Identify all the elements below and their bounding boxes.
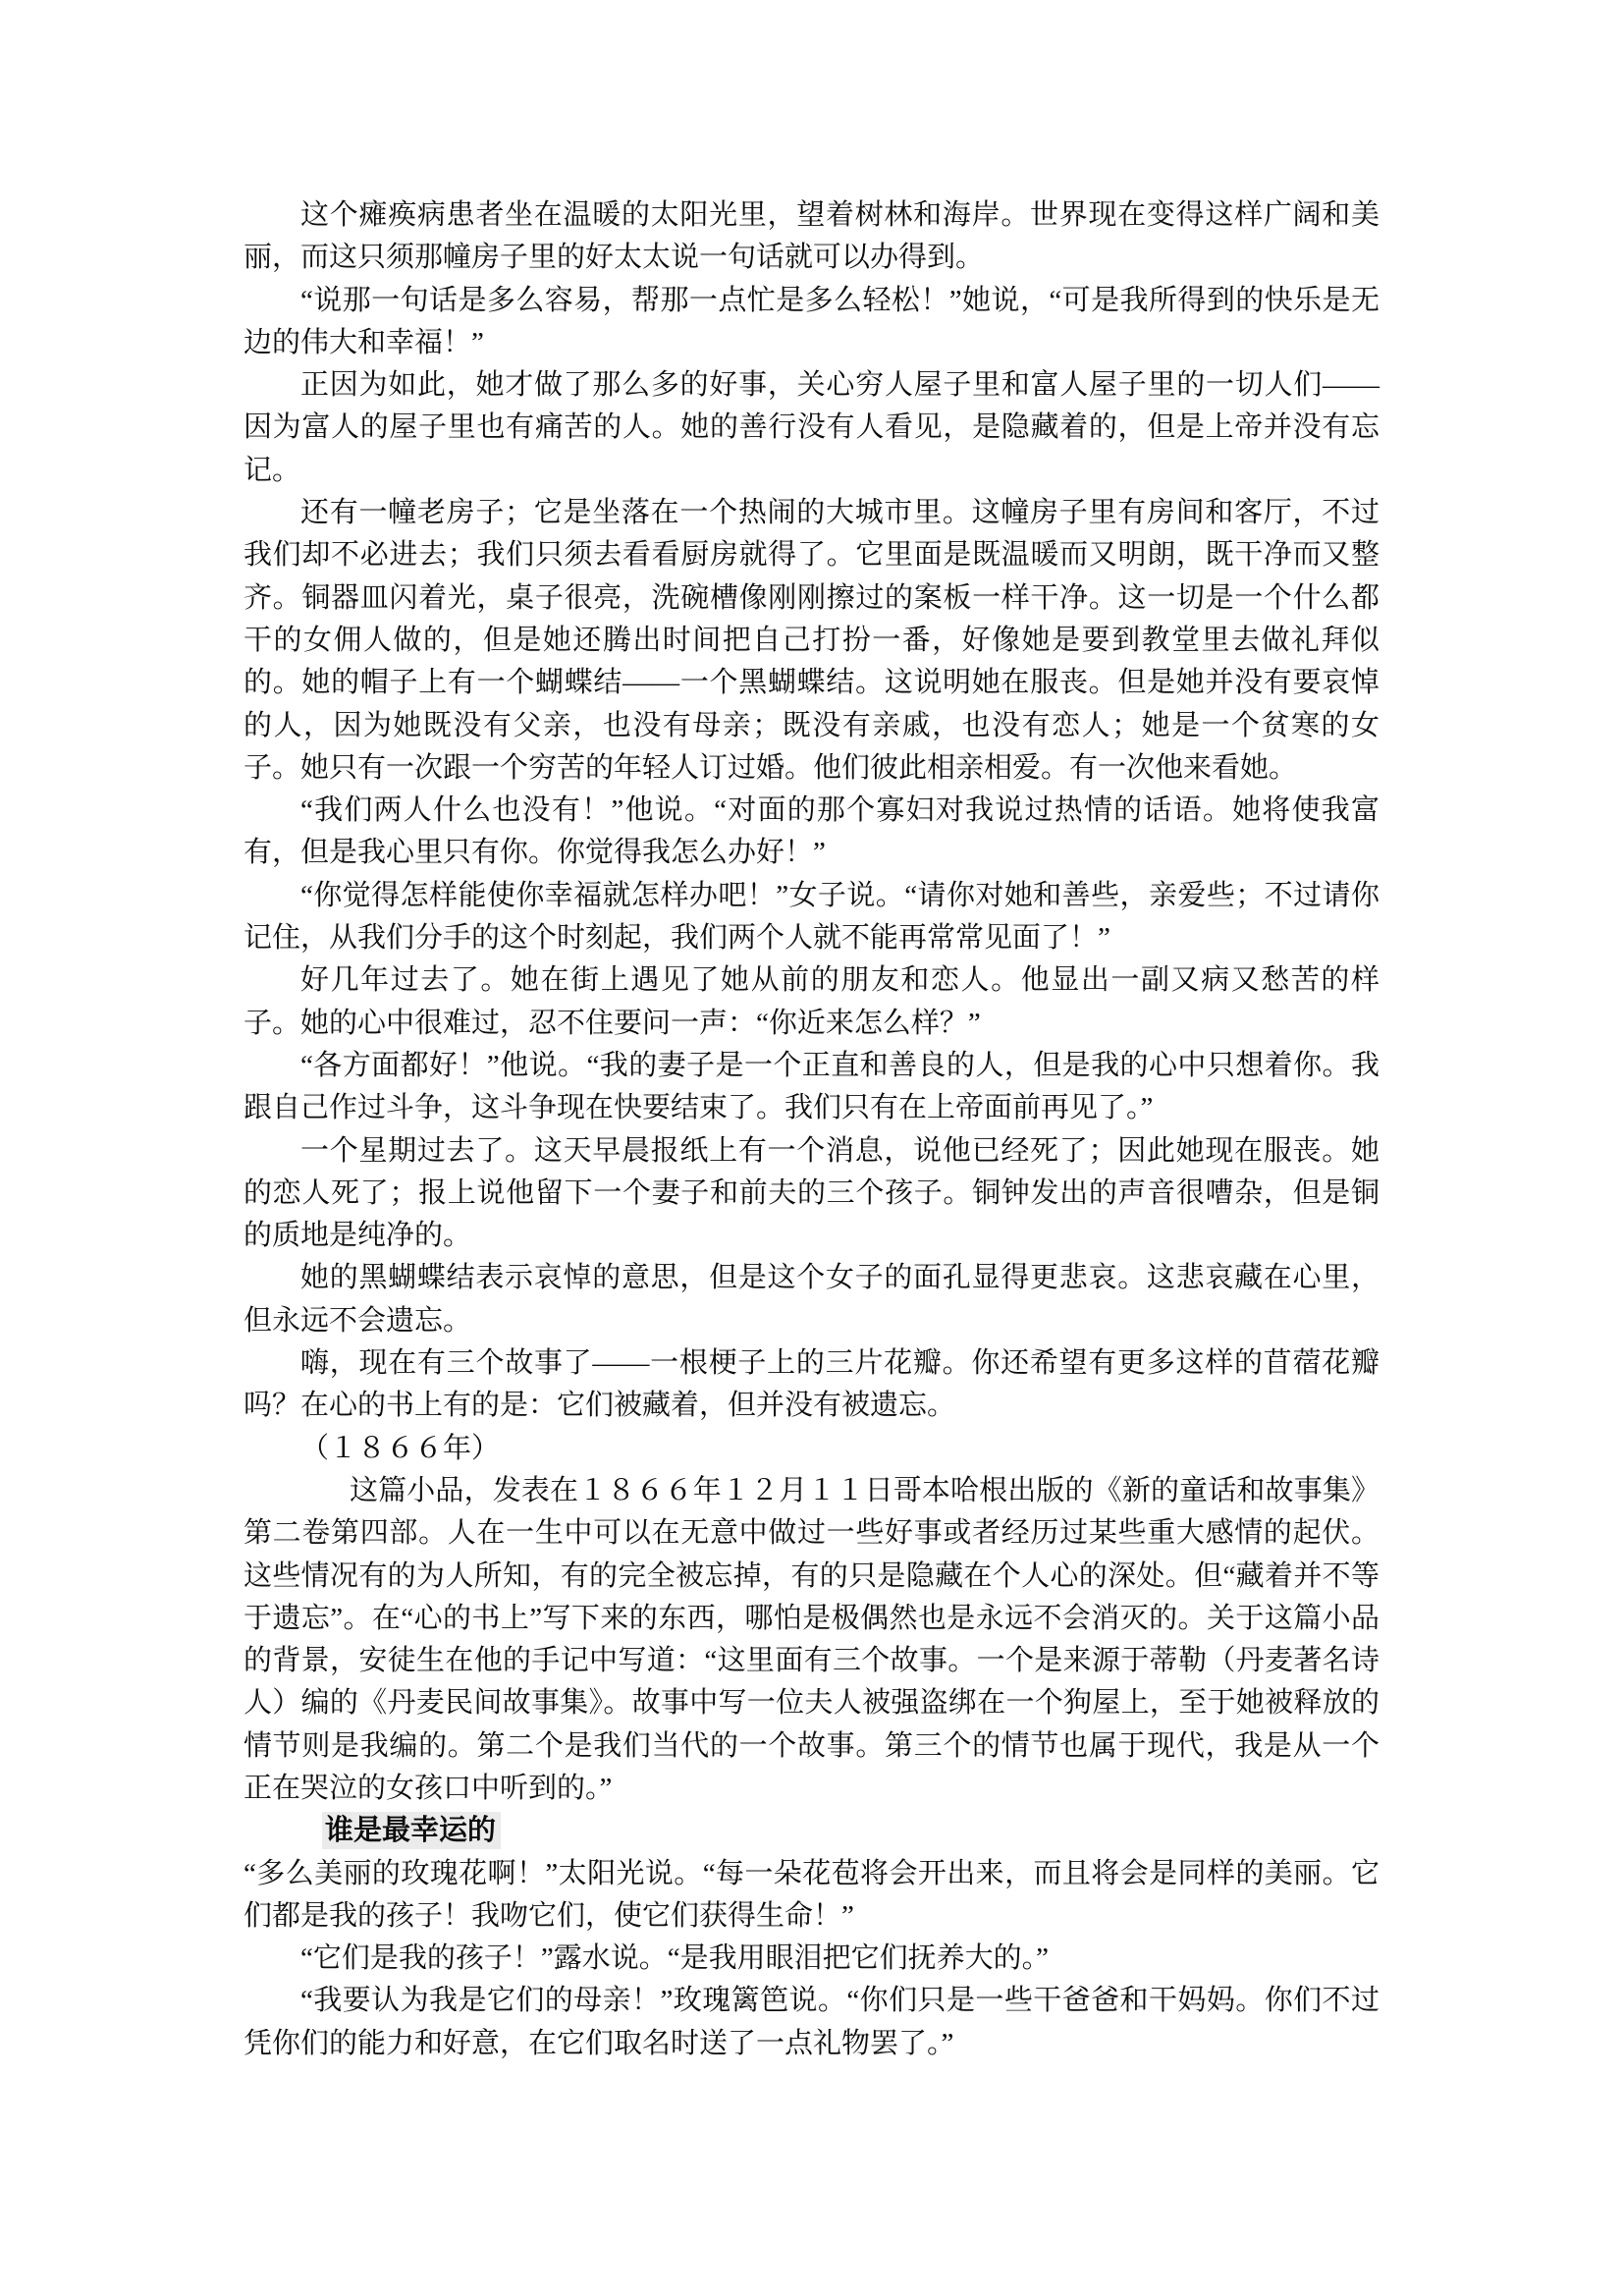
section-heading-text: 谁是最幸运的 — [322, 1812, 501, 1849]
paragraph: 还有一幢老房子；它是坐落在一个热闹的大城市里。这幢房子里有房间和客厅，不过我们却不必进去；我们只须去看看厨房就得了。它里面是既温暖而又明朗，既干净而又整齐。铜器皿闪着光，桌子很亮，洗碗槽像刚刚擦过的案板一样干净。这一切是一个什么都干的女佣人做的，但是她还腾出时间把自己打扮一番，好像她是要到教堂里去做礼拜似的。她的帽子上有一个蝴蝶结——一个黑蝴蝶结。这说明她在服丧。但是她并没有要哀悼的人，因为她既没有父亲，也没有母亲；既没有亲戚，也没有恋人；她是一个贫寒的女子。她只有一次跟一个穷苦的年轻人订过婚。他们彼此相亲相爱。有一次他来看她。 — [243, 497, 1380, 784]
paragraph: 嗨，现在有三个故事了——一根梗子上的三片花瓣。你还希望有更多这样的苜蓿花瓣吗？在心的书上有的是：它们被藏着，但并没有被遗忘。 — [243, 1347, 1380, 1422]
paragraph: 她的黑蝴蝶结表示哀悼的意思，但是这个女子的面孔显得更悲哀。这悲哀藏在心里，但永远不会遗忘。 — [243, 1262, 1380, 1337]
editor-note-paragraph: 这篇小品，发表在１８６６年１２月１１日哥本哈根出版的《新的童话和故事集》第二卷第四部。人在一生中可以在无意中做过一些好事或者经历过某些重大感情的起伏。这些情况有的为人所知，有的完全被忘掉，有的只是隐藏在个人心的深处。但“藏着并不等于遗忘”。在“心的书上”写下来的东西，哪怕是极偶然也是永远不会消灭的。关于这篇小品的背景，安徒生在他的手记中写道：“这里面有三个故事。一个是来源于蒂勒（丹麦著名诗人）编的《丹麦民间故事集》。故事中写一位夫人被强盗绑在一个狗屋上，至于她被释放的情节则是我编的。第二个是我们当代的一个故事。第三个的情节也属于现代，我是从一个正在哭泣的女孩口中听到的。” — [243, 1474, 1380, 1804]
publication-year-line: （１８６６年） — [300, 1432, 501, 1464]
paragraph: 正因为如此，她才做了那么多的好事，关心穷人屋子里和富人屋子里的一切人们——因为富人的屋子里也有痛苦的人。她的善行没有人看见，是隐藏着的，但是上帝并没有忘记。 — [243, 369, 1380, 486]
paragraph: 这个瘫痪病患者坐在温暖的太阳光里，望着树林和海岸。世界现在变得这样广阔和美丽，而这只须那幢房子里的好太太说一句话就可以办得到。 — [243, 199, 1380, 274]
paragraph: 好几年过去了。她在街上遇见了她从前的朋友和恋人。他显出一副又病又愁苦的样子。她的心中很难过，忍不住要问一声：“你近来怎么样？” — [243, 964, 1380, 1039]
paragraph: “我们两人什么也没有！”他说。“对面的那个寡妇对我说过热情的话语。她将使我富有，但是我心里只有你。你觉得我怎么办好！” — [243, 794, 1380, 869]
section-heading — [243, 1810, 1380, 1852]
paragraph: “你觉得怎样能使你幸福就怎样办吧！”女子说。“请你对她和善些，亲爱些；不过请你记住，从我们分手的这个时刻起，我们两个人就不能再常常见面了！” — [243, 879, 1380, 955]
paragraph: “我要认为我是它们的母亲！”玫瑰篱笆说。“你们只是一些干爸爸和干妈妈。你们不过凭你们的能力和好意，在它们取名时送了一点礼物罢了。” — [243, 1985, 1380, 2059]
paragraph: “说那一句话是多么容易，帮那一点忙是多么轻松！”她说，“可是我所得到的快乐是无边的伟大和幸福！” — [243, 284, 1380, 358]
paragraph: “它们是我的孩子！”露水说。“是我用眼泪把它们抚养大的。” — [300, 1942, 1049, 1975]
paragraph: 一个星期过去了。这天早晨报纸上有一个消息，说他已经死了；因此她现在服丧。她的恋人死了；报上说他留下一个妻子和前夫的三个孩子。铜钟发出的声音很嘈杂，但是铜的质地是纯净的。 — [243, 1134, 1380, 1252]
paragraph: “各方面都好！”他说。“我的妻子是一个正直和善良的人，但是我的心中只想着你。我跟自己作过斗争，这斗争现在快要结束了。我们只有在上帝面前再见了。” — [243, 1049, 1380, 1124]
story-text-block — [243, 194, 1380, 2065]
paragraph: “多么美丽的玫瑰花啊！”太阳光说。“每一朵花苞将会开出来，而且将会是同样的美丽。它们都是我的孩子！我吻它们，使它们获得生命！” — [243, 1857, 1380, 1932]
